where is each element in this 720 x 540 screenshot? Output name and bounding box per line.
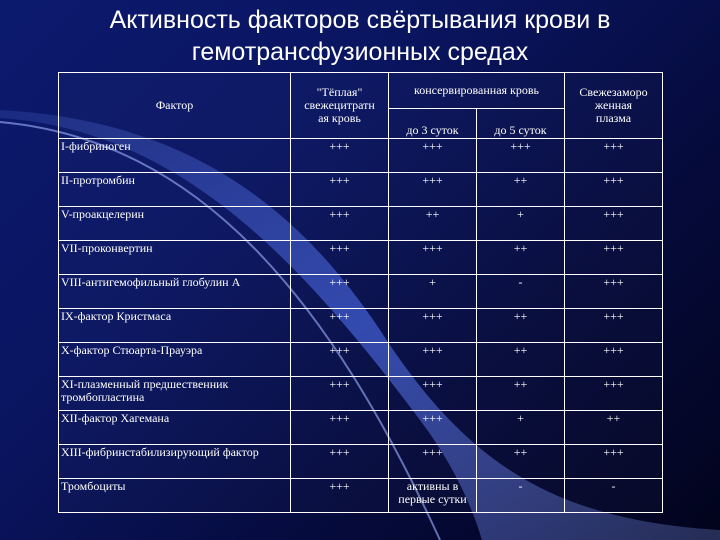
plasma-cell: ++ [565,411,663,445]
table-row [59,479,663,513]
d3-cell: +++ [389,445,477,479]
warm-cell: +++ [291,377,389,411]
factor-cell: XIII-фибринстабилизирующий фактор [59,445,291,479]
plasma-cell: +++ [565,377,663,411]
warm-cell: +++ [291,173,389,207]
warm-cell: +++ [291,207,389,241]
plasma-cell: +++ [565,139,663,173]
warm-cell: +++ [291,343,389,377]
factor-cell: XII-фактор Хагемана [59,411,291,445]
table-row [59,445,663,479]
header-plasma-line-2: женная [594,98,633,112]
plasma-cell: +++ [565,343,663,377]
warm-cell: +++ [291,309,389,343]
d5-cell: ++ [477,173,565,207]
table-row [59,309,663,343]
warm-cell: +++ [291,479,389,513]
warm-cell: +++ [291,445,389,479]
d3-cell: +++ [389,139,477,173]
d3-cell: + [389,275,477,309]
table-row [59,343,663,377]
header-factor: Фактор [59,73,291,139]
header-up-to-3-days: до 3 суток [389,109,477,139]
d3-cell: +++ [389,377,477,411]
header-warm-line-1: "Тёплая" [316,85,363,99]
slide-title-line-2: гемотрансфузионных средах [191,38,529,66]
d5-cell: ++ [477,343,565,377]
table-row [59,377,663,411]
d5-cell: - [477,479,565,513]
table-row [59,411,663,445]
d5-cell: ++ [477,309,565,343]
d3-cell: +++ [389,173,477,207]
d3-cell: активны в первые сутки [389,479,477,513]
plasma-cell: - [565,479,663,513]
factor-cell: VIII-антигемофильный глобулин А [59,275,291,309]
d3-cell: +++ [389,309,477,343]
d5-cell: ++ [477,241,565,275]
factor-cell: X-фактор Стюарта-Прауэра [59,343,291,377]
warm-cell: +++ [291,139,389,173]
d5-cell: + [477,411,565,445]
header-plasma-line-1: Свежезаморо [579,85,648,99]
plasma-cell: +++ [565,275,663,309]
d3-cell: +++ [389,411,477,445]
d5-cell: - [477,275,565,309]
d3-cell: +++ [389,343,477,377]
header-up-to-5-days: до 5 суток [477,109,565,139]
warm-cell: +++ [291,241,389,275]
plasma-cell: +++ [565,173,663,207]
d5-cell: +++ [477,139,565,173]
factor-cell: IX-фактор Кристмаса [59,309,291,343]
header-row [59,73,663,109]
d5-cell: ++ [477,445,565,479]
factor-cell: V-проакцелерин [59,207,291,241]
table-row [59,207,663,241]
d3-cell: ++ [389,207,477,241]
plasma-cell: +++ [565,207,663,241]
header-warm-line-2: свежецитратн [304,98,375,112]
coagulation-factors-table [58,72,663,513]
factor-cell: I-фибриноген [59,139,291,173]
factor-cell: XI-плазменный предшественник тромбопластина [59,377,291,411]
factor-cell: VII-проконвертин [59,241,291,275]
d5-cell: ++ [477,377,565,411]
header-warm-line-3: ая кровь [318,111,361,125]
d5-cell: + [477,207,565,241]
warm-cell: +++ [291,275,389,309]
table-row [59,139,663,173]
slide-title [20,4,700,68]
factor-cell: Тромбоциты [59,479,291,513]
header-warm-blood [291,73,389,139]
plasma-cell: +++ [565,445,663,479]
plasma-cell: +++ [565,309,663,343]
header-preserved-blood: консервированная кровь [389,73,565,109]
warm-cell: +++ [291,411,389,445]
factor-cell: II-протромбин [59,173,291,207]
header-plasma-line-3: плазма [595,111,632,125]
table-row [59,173,663,207]
d3-cell: +++ [389,241,477,275]
plasma-cell: +++ [565,241,663,275]
header-fresh-frozen-plasma [565,73,663,139]
table-row [59,241,663,275]
slide-title-line-1: Активность факторов свёртывания крови в [109,6,611,34]
table-row [59,275,663,309]
